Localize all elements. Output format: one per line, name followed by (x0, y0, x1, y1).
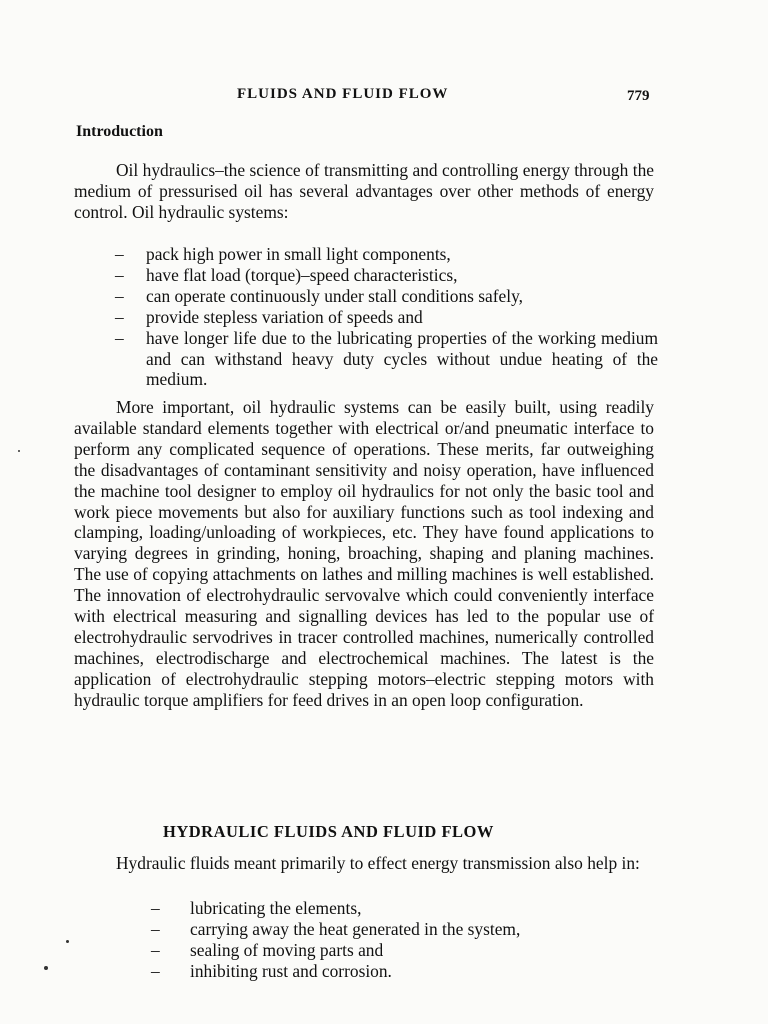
introduction-paragraph (74, 160, 654, 223)
list-item (74, 961, 658, 982)
list-item (74, 286, 658, 307)
running-title: FLUIDS AND FLUID FLOW (237, 86, 449, 102)
applications-paragraph (74, 397, 654, 711)
dash-bullet: – (115, 244, 124, 264)
dash-bullet: – (151, 898, 160, 918)
list-item-text: lubricating the elements, (190, 898, 362, 918)
dash-bullet: – (115, 306, 124, 327)
list-item-text: have longer life due to the lubricating properties of the working medium and can withstand heavy duty cycles without undue heating of the medium. (146, 327, 658, 390)
list-item-text: have flat load (torque)–speed characteristics, (146, 264, 458, 285)
dash-bullet: – (115, 285, 124, 306)
dash-bullet: – (151, 939, 160, 960)
hydraulic-fluids-heading: HYDRAULIC FLUIDS AND FLUID FLOW (163, 822, 494, 841)
scan-speck (18, 450, 20, 452)
list-item-text: carrying away the heat generated in the system, (190, 918, 521, 939)
list-item-text: pack high power in small light components, (146, 244, 451, 264)
scan-speck (44, 966, 48, 970)
dash-bullet: – (115, 264, 124, 285)
applications-paragraph-text: More important, oil hydraulic systems can be easily built, using readily available standard elements together with electrical or/and pneumatic interface to perform any complicated sequence of operations. These merits, far outweighing the disadvantages of contaminant sensitivity and noisy operation, have influenced the machine tool designer to employ oil hydraulics for not only the basic tool and work piece movements but also for auxiliary functions such as tool indexing and clamping, loading/unloading of workpieces, etc. They have found applications to varying degrees in grinding, honing, broaching, shaping and planing machines. The use of copying attachments on lathes and milling machines is well established. The innovation of electrohydraulic servovalve which could conveniently interface with electrical measuring and signalling devices has led to the popular use of electrohydraulic servodrives in tracer controlled machines, numerically controlled machines, electrodischarge and electrochemical machines. The latest is the application of electrohydraulic stepping motors–electric stepping motors with hydraulic torque amplifiers for feed drives in an open loop configuration. (74, 397, 654, 710)
list-item-text: can operate continuously under stall conditions safely, (146, 285, 524, 306)
dash-bullet: – (151, 918, 160, 939)
list-item (74, 307, 658, 328)
hydraulic-fluids-paragraph (74, 853, 654, 874)
list-item (74, 919, 658, 940)
introduction-paragraph-text: Oil hydraulics–the science of transmitting and controlling energy through the medium of pressurised oil has several advantages over other methods of energy control. Oil hydraulic systems: (74, 160, 654, 222)
list-item (74, 244, 658, 265)
hydraulic-fluids-paragraph-text: Hydraulic fluids meant primarily to effect energy transmission also help in: (116, 853, 640, 873)
list-item (74, 328, 658, 391)
introduction-heading: Introduction (76, 123, 163, 140)
page-number: 779 (627, 88, 650, 104)
list-item-text: sealing of moving parts and (190, 939, 384, 960)
advantages-list (74, 244, 658, 390)
dash-bullet: – (151, 960, 160, 981)
scan-speck (66, 940, 69, 943)
list-item-text: provide stepless variation of speeds and (146, 306, 423, 327)
list-item (74, 898, 658, 919)
list-item (74, 940, 658, 961)
dash-bullet: – (115, 327, 124, 348)
fluid-functions-list (74, 898, 658, 982)
list-item-text: inhibiting rust and corrosion. (190, 960, 392, 981)
list-item (74, 265, 658, 286)
